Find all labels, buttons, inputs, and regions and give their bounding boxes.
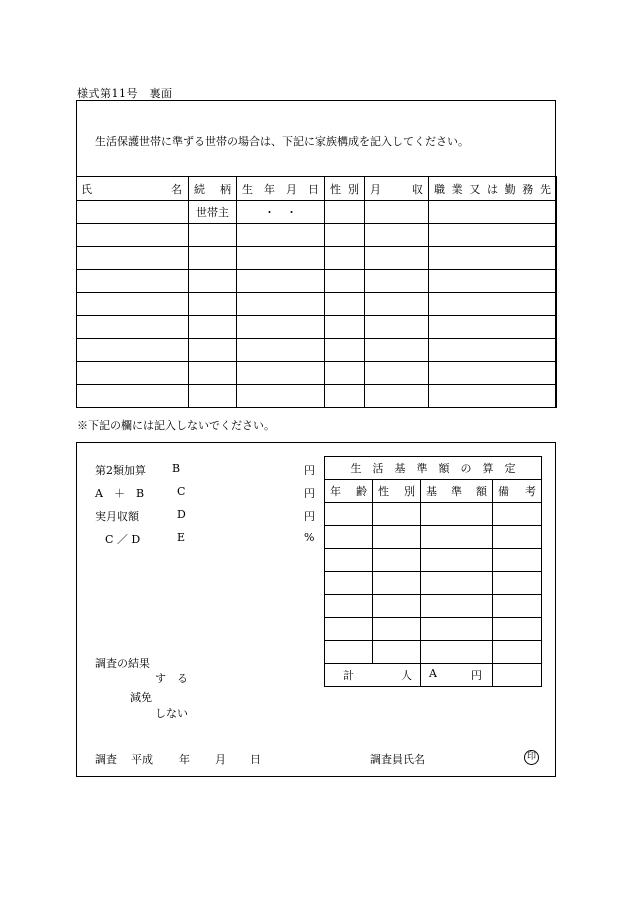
- survey-date-year: 年: [179, 753, 190, 766]
- remarks-cell[interactable]: [493, 572, 542, 595]
- sex-cell[interactable]: [325, 316, 365, 339]
- table-row: [325, 526, 542, 549]
- birthdate-cell[interactable]: [237, 385, 325, 408]
- income-cell[interactable]: [365, 362, 429, 385]
- header-age-text: 年 齢: [330, 485, 367, 498]
- header-income: [365, 177, 429, 201]
- remarks-cell[interactable]: [493, 618, 542, 641]
- relation-cell[interactable]: [189, 362, 237, 385]
- remarks-cell[interactable]: [493, 503, 542, 526]
- header-age: [325, 480, 373, 503]
- age-cell[interactable]: [325, 618, 373, 641]
- sex-cell[interactable]: [325, 247, 365, 270]
- calc-label-b: 第2類加算: [95, 464, 146, 477]
- relation-cell[interactable]: [189, 316, 237, 339]
- std-sex-cell[interactable]: [373, 572, 421, 595]
- birthdate-cell[interactable]: [237, 316, 325, 339]
- investigator-name-label: 調査員氏名: [370, 753, 425, 766]
- birthdate-cell[interactable]: ・ ・: [237, 201, 325, 224]
- base-amount-cell[interactable]: [421, 618, 493, 641]
- occupation-cell[interactable]: [429, 224, 557, 247]
- base-amount-cell[interactable]: [421, 549, 493, 572]
- table-row: [325, 595, 542, 618]
- table-row: [77, 316, 557, 339]
- calc-label-d: 実月収額: [95, 510, 139, 523]
- header-relation: [189, 177, 237, 201]
- header-birthdate-text: 生 年 月 日: [242, 182, 319, 196]
- name-cell[interactable]: [77, 385, 189, 408]
- occupation-cell[interactable]: [429, 385, 557, 408]
- income-cell[interactable]: [365, 293, 429, 316]
- income-cell[interactable]: [365, 316, 429, 339]
- header-relation-text: 続 柄: [194, 182, 231, 196]
- seal-stamp-icon: 印: [524, 750, 539, 765]
- birthdate-cell[interactable]: [237, 247, 325, 270]
- survey-result-title: 調査の結果: [95, 657, 150, 670]
- header-name-text: 氏 名: [81, 182, 182, 196]
- survey-date-month: 月: [215, 753, 226, 766]
- name-cell[interactable]: [77, 247, 189, 270]
- income-cell[interactable]: [365, 270, 429, 293]
- standard-table-title: 生 活 基 準 額 の 算 定: [325, 457, 542, 480]
- calc-letter-b: B: [172, 462, 181, 475]
- header-remarks: [493, 480, 542, 503]
- occupation-cell[interactable]: [429, 339, 557, 362]
- sex-cell[interactable]: [325, 293, 365, 316]
- family-table-header-row: [77, 177, 557, 201]
- income-cell[interactable]: [365, 201, 429, 224]
- result-option-not-do[interactable]: しない: [155, 707, 188, 720]
- calc-unit-c: 円: [304, 487, 315, 500]
- sex-cell[interactable]: [325, 339, 365, 362]
- table-row: [325, 641, 542, 664]
- remarks-cell[interactable]: [493, 595, 542, 618]
- base-amount-cell[interactable]: [421, 526, 493, 549]
- calc-unit-d: 円: [304, 510, 315, 523]
- header-occupation-text: 職 業 又 は 勤 務 先: [434, 182, 551, 196]
- base-amount-cell[interactable]: [421, 503, 493, 526]
- calc-label-e: C ／ D: [105, 533, 141, 546]
- name-cell[interactable]: [77, 224, 189, 247]
- table-row: [77, 339, 557, 362]
- calc-letter-d: D: [177, 508, 186, 521]
- sex-cell[interactable]: [325, 270, 365, 293]
- standard-table-title-row: [325, 457, 542, 480]
- relation-cell[interactable]: [189, 270, 237, 293]
- table-row: [77, 270, 557, 293]
- header-std-sex: [373, 480, 421, 503]
- birthdate-cell[interactable]: [237, 270, 325, 293]
- do-not-fill-note: ※下記の欄には記入しないでください。: [77, 419, 275, 432]
- table-row: [77, 224, 557, 247]
- calc-unit-b: 円: [304, 464, 315, 477]
- age-cell[interactable]: [325, 641, 373, 664]
- remarks-cell[interactable]: [493, 549, 542, 572]
- header-base-amount: [421, 480, 493, 503]
- result-exemption-label: 減免: [130, 691, 152, 704]
- occupation-cell[interactable]: [429, 293, 557, 316]
- relation-cell[interactable]: [189, 339, 237, 362]
- instruction-text: 生活保護世帯に準ずる世帯の場合は、下記に家族構成を記入してください。: [95, 135, 469, 148]
- table-row: [77, 293, 557, 316]
- result-option-do[interactable]: す る: [155, 672, 188, 685]
- total-people-cell[interactable]: [325, 664, 421, 687]
- occupation-cell[interactable]: [429, 247, 557, 270]
- header-income-text: 月 収: [370, 182, 423, 196]
- table-row: [325, 572, 542, 595]
- header-std-sex-text: 性 別: [378, 485, 415, 498]
- age-cell[interactable]: [325, 572, 373, 595]
- table-row: [77, 385, 557, 408]
- header-remarks-text: 備 考: [498, 485, 536, 498]
- income-cell[interactable]: [365, 224, 429, 247]
- std-sex-cell[interactable]: [373, 618, 421, 641]
- relation-cell[interactable]: [189, 385, 237, 408]
- birthdate-cell[interactable]: [237, 293, 325, 316]
- header-occupation: [429, 177, 557, 201]
- std-sex-cell[interactable]: [373, 595, 421, 618]
- name-cell[interactable]: [77, 362, 189, 385]
- remarks-cell[interactable]: [493, 526, 542, 549]
- std-sex-cell[interactable]: [373, 526, 421, 549]
- name-cell[interactable]: [77, 270, 189, 293]
- age-cell[interactable]: [325, 503, 373, 526]
- header-base-amount-text: 基 準 額: [426, 485, 487, 498]
- income-cell[interactable]: [365, 247, 429, 270]
- base-amount-cell[interactable]: [421, 572, 493, 595]
- survey-date-era: 平成: [131, 753, 153, 766]
- table-row: [77, 362, 557, 385]
- table-row: [77, 201, 557, 224]
- family-composition-table: [76, 176, 557, 408]
- living-standard-table: [324, 456, 542, 687]
- base-amount-cell[interactable]: [421, 641, 493, 664]
- header-name: [77, 177, 189, 201]
- name-cell[interactable]: [77, 293, 189, 316]
- base-amount-cell[interactable]: [421, 595, 493, 618]
- total-amount-text: A 円: [429, 667, 482, 682]
- form-label: 様式第11号 裏面: [77, 87, 173, 100]
- table-row: [77, 247, 557, 270]
- birthdate-cell[interactable]: [237, 339, 325, 362]
- calc-label-c: A ＋ B: [95, 487, 145, 500]
- total-remarks-cell[interactable]: [493, 664, 542, 687]
- occupation-cell[interactable]: [429, 270, 557, 293]
- header-birthdate: [237, 177, 325, 201]
- relation-cell[interactable]: [189, 247, 237, 270]
- calc-unit-e: %: [304, 531, 315, 544]
- total-people-text: 計 人: [343, 669, 412, 682]
- header-sex-text: 性 別: [330, 182, 359, 196]
- birthdate-cell[interactable]: [237, 362, 325, 385]
- standard-table-header-row: [325, 480, 542, 503]
- table-row: [325, 549, 542, 572]
- income-cell[interactable]: [365, 339, 429, 362]
- survey-date-day: 日: [250, 753, 261, 766]
- std-sex-cell[interactable]: [373, 549, 421, 572]
- birthdate-cell[interactable]: [237, 224, 325, 247]
- total-amount-cell[interactable]: [421, 664, 493, 687]
- std-sex-cell[interactable]: [373, 503, 421, 526]
- relation-cell[interactable]: [189, 293, 237, 316]
- occupation-cell[interactable]: [429, 362, 557, 385]
- age-cell[interactable]: [325, 526, 373, 549]
- total-row: [325, 664, 542, 687]
- calc-letter-c: C: [177, 485, 186, 498]
- relation-cell[interactable]: 世帯主: [189, 201, 237, 224]
- name-cell[interactable]: [77, 201, 189, 224]
- calc-letter-e: E: [177, 531, 186, 544]
- header-sex: [325, 177, 365, 201]
- age-cell[interactable]: [325, 595, 373, 618]
- name-cell[interactable]: [77, 316, 189, 339]
- survey-date-prefix: 調査: [95, 753, 117, 766]
- occupation-cell[interactable]: [429, 316, 557, 339]
- sex-cell[interactable]: [325, 224, 365, 247]
- remarks-cell[interactable]: [493, 641, 542, 664]
- age-cell[interactable]: [325, 549, 373, 572]
- sex-cell[interactable]: [325, 385, 365, 408]
- table-row: [325, 503, 542, 526]
- name-cell[interactable]: [77, 339, 189, 362]
- income-cell[interactable]: [365, 385, 429, 408]
- relation-cell[interactable]: [189, 224, 237, 247]
- sex-cell[interactable]: [325, 201, 365, 224]
- table-row: [325, 618, 542, 641]
- sex-cell[interactable]: [325, 362, 365, 385]
- std-sex-cell[interactable]: [373, 641, 421, 664]
- occupation-cell[interactable]: [429, 201, 557, 224]
